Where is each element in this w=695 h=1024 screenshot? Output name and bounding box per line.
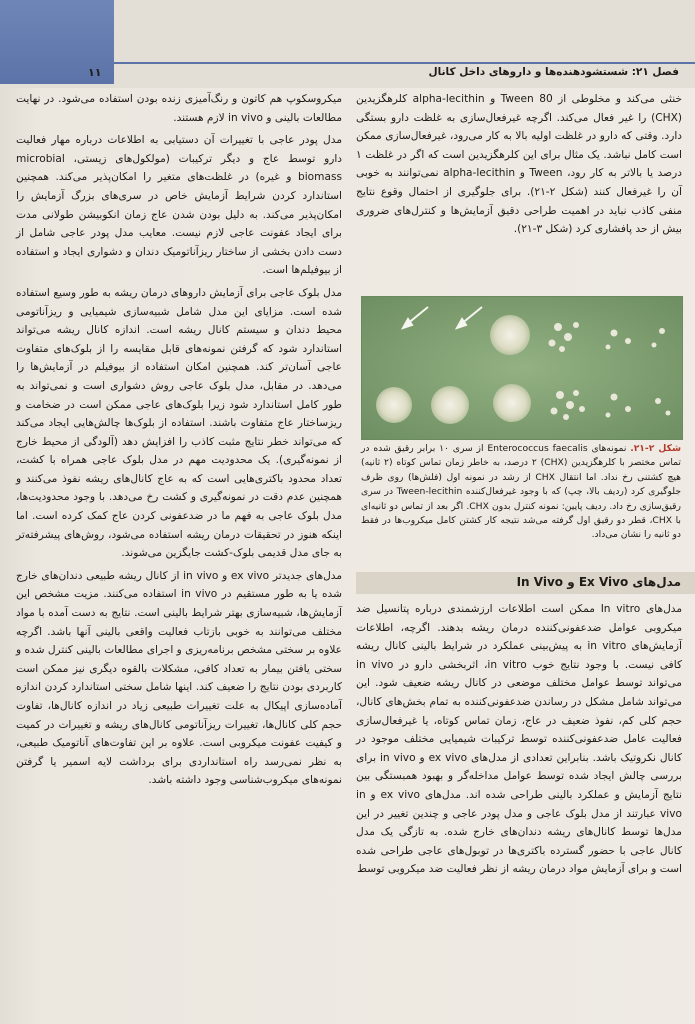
paragraph: مدل بلوک عاجی برای آزمایش داروهای درمان ریشه به طور وسیع استفاده شده است. مزایای این مدل شامل شبیه‌سازی شیمیایی و ریزآناتومی محیط دندان و سیستم کانال ریشه است. اندازه کانال ریشه می‌تواند استاندارد شود که گرفتن نمونه‌های قابل مقایسه را از بلوک‌های متفاوت عاجی آسان‌تر کند. همچنین امکان استفاده از بیوفیلم در آزمایش‌ها را می‌دهد. در مقابل، مدل بلوک عاجی روش دشواری است و نمی‌تواند به طور کامل استاندارد شود زیرا بلوک‌های عاجی ممکن است در ضخامت و ریزساختار عاج متفاوت باشند. استفاده از بلوک‌ها چالش‌هایی ایجاد می‌کند که می‌تواند خطر نتایج مثبت کاذب را افزایش دهد (آلودگی از محیط خارج از نمونه‌گیری). یک محدودیت مهم در مدل بلوک عاجی همراه با کشت، تعداد محدود باکتری‌هایی است که به عاج کانال‌های ریشه نفوذ می‌کنند و همچنین عدم دقت در نمونه‌گیری و کشت رخ می‌دهد. با وجود محدودیت‌ها، مدل بلوک عاجی به فهم ما در ضدعفونی کردن عاج کمک کرده است. اما اینکه هنوز در تحقیقات درمان ریشه استفاده می‌شود، روش‌های پیشرفته‌تر به جای مدل قدیمی بلوک-کشت جایگزین می‌شوند. xyxy=(16,286,342,560)
paragraph: مدل پودر عاجی با تغییرات آن دستیابی به اطلاعات درباره مهار فعالیت دارو توسط عاج و دیگر ترکیبات (مولکول‌های زیستی، microbial biomass و غیره) در غلظت‌های متغیر را امکان‌پذیر می‌کند. همچنین استاندارد کردن شرایط آزمایش خاص در سری‌های بزرگ آزمایش را امکان‌پذیر می‌کند. به دلیل بودن شدن عاج زمان انکوبیشن طولانی مدت برای ایجاد عفونت عاجی لازم نیست. معایب مدل پودر عاجی شامل از دست دادن بخشی از ساختار ریزآناتومیک دندان و دشواری ایجاد و استفاده از بیوفیلم‌ها است. xyxy=(16,134,342,277)
caption-label: شکل ۲-۲۱. xyxy=(630,443,682,454)
colony-spot xyxy=(493,384,531,422)
figure-agar-plate-photo xyxy=(361,296,683,440)
right-column-bottom xyxy=(356,600,682,879)
agar-plate-image xyxy=(362,297,682,439)
figure-caption xyxy=(361,442,681,543)
paragraph: خنثی می‌کند و مخلوطی از Tween 80 و alpha-lecithin کلرهگزیدین (CHX) را غیر فعال می‌کند. اگرچه غیرفعال‌سازی به غلظت دارو بستگی دارد. وقتی که دارو در غلظت اولیه بالا به کار می‌رود، غیرفعال‌سازی ممکن است کامل نباشد. یک مثال برای این کلرهگزیدین است که اگر در غلظت ۱ درصد یا بالاتر به کار رود، Tween و alpha-lecithin نمی‌توانند به خوبی آن را غیرفعال کنند (شکل ۲-۲۱). برای جلوگیری از احتمال وقوع نتایج منفی کاذب نباید در اهمیت طراحی دقیق آزمایش‌ها و کنترل‌های ضروری بیش از حد پافشاری کرد (شکل ۳-۲۱). xyxy=(356,93,682,236)
colony-spot xyxy=(431,386,469,424)
section-title: مدل‌های Ex Vivo و In Vivo xyxy=(516,575,681,589)
paragraph: میکروسکوپ هم کاتون و رنگ‌آمیزی زنده بودن استفاده می‌شود. در نهایت مطالعات بالینی و in vivo لازم هستند. xyxy=(16,93,342,124)
page-number: ۱۱ xyxy=(88,66,102,79)
left-column xyxy=(16,90,342,790)
paragraph: مدل‌های In vitro ممکن است اطلاعات ارزشمندی درباره پتانسیل ضد میکروبی عوامل ضدعفونی‌کننده درمان ریشه بدهند. اگرچه، اطلاعات آزمایش‌های in vitro به پیش‌بینی عملکرد در شرایط بالینی کانال ریشه کافی نیست. با وجود نتایج خوب in vitro، اثربخشی دارو در in vivo می‌تواند توسط عوامل مختلف موضعی در کانال ریشه ضعیف شود. این می‌تواند شامل مشکل در رساندن ضدعفونی‌کننده به تمام بخش‌های کانال، حجم کلی کم، نفوذ ضعیف در عاج، زمان تماس کوتاه، یا غیرفعال‌سازی فعالیت عامل ضدعفونی‌کننده توسط ترکیبات شیمیایی مختلف موجود در کانال نکروتیک باشد. بنابراین تعدادی از مدل‌های ex vivo و in vivo برای بررسی چالش ایجاد شده توسط عوامل مداخله‌گر و بهبود همبستگی بین نتایج آزمایش و عملکرد بالینی طراحی شده اند. مدل‌های ex vivo و in vivo عبارتند از مدل بلوک عاجی و مدل پودر عاجی و چندین تغییر در این مدل‌ها توسط کانال‌های ریشه دندان‌های خارج شده. به تازگی یک مدل کانال عاجی با حضور گسترده باکتری‌ها در توبول‌های عاجی طراحی شده است و برای آزمایش مواد درمان ریشه از نظر فعالیت ضد میکروبی توسط xyxy=(356,603,683,876)
chapter-title: فصل ۲۱: شستشودهنده‌ها و داروهای داخل کانال xyxy=(428,66,679,78)
paragraph: مدل‌های جدیدتر ex vivo و in vivo از کانال ریشه طبیعی دندان‌های خارج شده یا به طور مستقیم در in vivo استفاده می‌کنند. مزیت مشخص این آزمایش‌ها، شبیه‌سازی بهتر شرایط بالینی است. نتایج به دست آمده با مواد مختلف می‌توانند به خوبی بازتاب فعالیت واقعی بالینی آنها باشد. اگرچه علاوه بر سختی مشخص برنامه‌ریزی و اجرای مطالعات بالینی کنترل شده و سختی یافتن بیمار به تعداد کافی، مشکلات بالقوه دیگری نیز ممکن است کاربردی بودن نتایج را ضعیف کند. اینها شامل سختی استاندارد کردن اندازه آماده‌سازی اپیکال به علت تغییرات طبیعی زیاد در اندازه کانال‌ها، تفاوت حجم کلی کانال‌ها، تغییرات ریزآناتومی کانال‌های ریشه و تغییرات در کمیت و کیفیت عفونت میکروبی است. علاوه بر این تفاوت‌های آناتومیک طبیعی، به نظر نمی‌رسد راه استانداردی برای برداشت لایه اسمیر یا گرفتن نمونه‌های میکروب‌شناسی وجود داشته باشد. xyxy=(16,569,343,787)
caption-text: نمونه‌های Enterococcus faecalis از سری ۱۰ برابر رقیق شده در تماس مختصر با کلرهگزیدین (CHX) ۲ درصد، به خاطر زمان تماس کوتاه (۲ ثانیه) هیچ کشتنی رخ نداد. اما انتقال CHX از رشد در نمونه اول (فلش‌ها) روی ظرف جلوگیری کرد (ردیف بالا، چپ) که با وجود غیرفعال‌کننده Tween-lecithin در سری رقیق‌سازی رخ داد. ردیف پایین: نمونه کنترل بدون CHX. اگر بعد از تماس دو ثانیه‌ای با CHX، قطر دو رقیق اول گرفته می‌شد نتیجه کار کشتن کامل میکروب‌ها در فقط دو ثانیه را نشان می‌داد. xyxy=(361,443,682,541)
colony-spot xyxy=(376,387,412,423)
right-column-top xyxy=(356,90,682,239)
colony-spot xyxy=(490,315,530,355)
header-rule xyxy=(114,62,695,64)
